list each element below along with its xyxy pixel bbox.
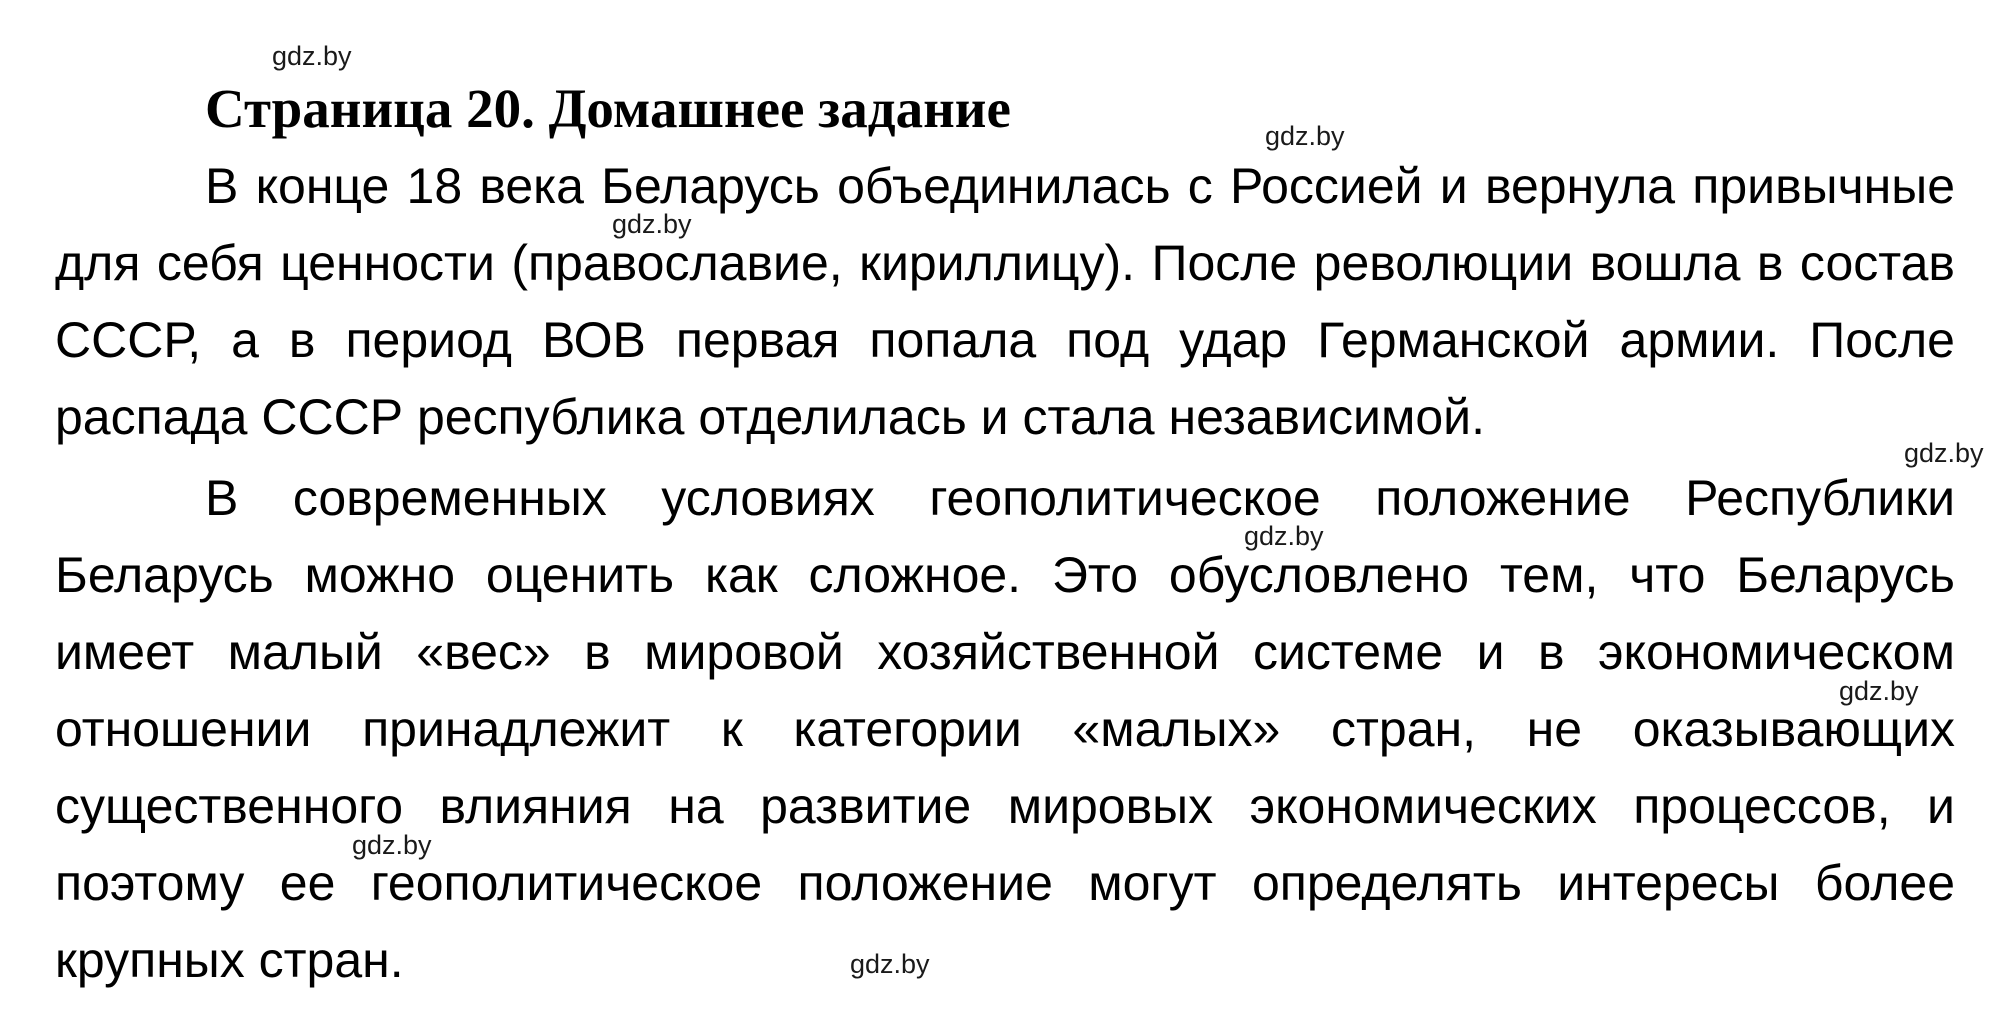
watermark-text: gdz.by	[1265, 121, 1345, 151]
page-title: Страница 20. Домашнее задание	[205, 78, 1011, 139]
watermark-text: gdz.by	[1839, 676, 1919, 706]
watermark-text: gdz.by	[612, 209, 692, 239]
watermark-text: gdz.by	[1244, 521, 1324, 551]
watermark-text: gdz.by	[272, 41, 352, 71]
watermark-text: gdz.by	[1904, 438, 1984, 468]
watermark-text: gdz.by	[850, 949, 930, 979]
paragraph-history: В конце 18 века Беларусь объединилась с Россией и вернула привычные для себя ценности (православие, кириллицу). После революции вошла в состав СССР, а в период ВОВ первая попала под удар Германской армии. После распада СССР республика отделилась и стала независимой.	[55, 158, 1955, 445]
paragraph-geopolitics: В современных условиях геополитическое положение Республики Беларусь можно оценить как сложное. Это обусловлено тем, что Беларусь имеет малый «вес» в мировой хозяйственной системе и в экономическом отношении принадлежит к категории «малых» стран, не оказывающих существенного влияния на развитие мировых экономических процессов, и поэтому ее геополитическое положение могут определять интересы более крупных стран.	[55, 470, 1955, 988]
watermark-text: gdz.by	[352, 830, 432, 860]
